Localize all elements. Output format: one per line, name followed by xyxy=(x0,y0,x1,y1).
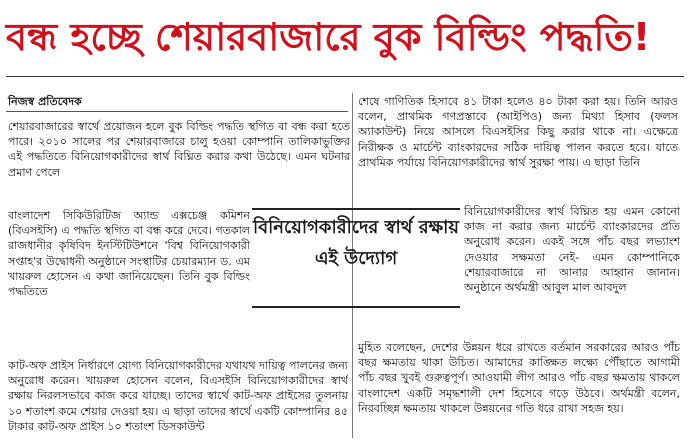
byline-rule xyxy=(6,111,348,112)
article-paragraph: কাট-অফ প্রাইস নির্ধারণে যোগ্য বিনিয়োগকারীদের যথাযথ দায়িত্ব পালনের জন্য অনুরোধ করেন। খায়রুল হোসেন বলেন, বিএসইসি বিনিয়োগকারীদের স্বার্থ রক্ষায় নিরলসভাবে কাজ করে যাচ্ছে। তাদের স্বার্থে কাট-অফ প্রাইসের তুলনায় ১০ শতাংশ কমে শেয়ার দেওয়া হয়। এ ছাড়া তাদের স্বার্থে একটি কোম্পানির ৪৫ টাকার কাট-অফ প্রাইস ১০ শতাংশ ডিসকাউন্ট xyxy=(8,359,348,433)
article-left-middle xyxy=(8,208,250,358)
article-right-top xyxy=(358,94,678,204)
article-right-bottom xyxy=(358,340,680,438)
headline-rule xyxy=(6,76,684,77)
pull-quote: বিনিয়োগকারীদের স্বার্থ রক্ষায় এই উদ্যোগ xyxy=(252,208,460,308)
article-paragraph: বিনিয়োগকারীদের স্বার্থ বিঘ্নিত হয় এমন কোনো কাজ না করার জন্য মার্চেন্ট ব্যাংকারদের প্রতি অনুরোধ করেন। একই সঙ্গে পাঁচ বছর লভ্যাংশ দেওয়ার সক্ষমতা নেই- এমন কোম্পানিকে শেয়ারবাজারে না আনার আহ্বান জানান। অনুষ্ঠানে অর্থমন্ত্রী আবুল মাল আবদুল xyxy=(464,205,680,295)
article-left-bottom xyxy=(8,358,348,438)
headline: বন্ধ হচ্ছে শেয়ারবাজারে বুক বিল্ডিং পদ্ধতি! xyxy=(6,15,651,59)
article-paragraph: শেয়ারবাজারের স্বার্থে প্রয়োজন হলে বুক বিল্ডিং পদ্ধতি স্থগিত বা বন্ধ করা হতে পারে। ২০১০ সালের পর শেয়ারবাজারে চালু হওয়া কোম্পানি তালিকাভুক্তির এই পদ্ধতিতে বিনিয়োগকারীদের স্বার্থ বিঘ্নিত করার কথা উঠেছে। এমন ঘটনার প্রমাণ পেলে xyxy=(8,120,350,179)
article-paragraph: শেষে গাণিতিক হিসাবে ৪১ টাকা হলেও ৪০ টাকা করা হয়। তিনি আরও বলেন, প্রাথমিক গণপ্রস্তাবে (আইপিও) জন্য মিথ্যা হিসাব (ফলস অ্যাকাউন্ট) নিয়ে আসলে বিএসইসির কিছু করার থাকে না। এক্ষেত্রে নিরীক্ষক ও মার্চেন্ট ব্যাংকারদের সঠিক দায়িত্ব পালন করতে হবে। যাতে প্রাথমিক পর্যায়ে বিনিয়োগকারীদের স্বার্থ সুরক্ষা পায়। এ ছাড়া তিনি xyxy=(358,95,678,169)
byline: নিজস্ব প্রতিবেদক xyxy=(8,95,82,108)
article-paragraph: বাংলাদেশ সিকিউরিটিজ অ্যান্ড এক্সচেঞ্জ কমিশন (বিএসইসি) এ পদ্ধতি স্থগিত বা বন্ধ করে দেবে। গতকাল রাজধানীর কৃষিবিদ ইনস্টিটিউশনে 'বিশ্ব বিনিয়োগকারী সপ্তাহ'র উদ্বোধনী অনুষ্ঠানে সংস্থাটির চেয়ারম্যান ড. এম খায়রুল হোসেন এ কথা জানিয়েছেন। তিনি বুক বিল্ডিং পদ্ধতিতে xyxy=(8,209,250,299)
article-paragraph: মুহিত বলেছেন, দেশের উন্নয়ন ধরে রাখতে বর্তমান সরকারের আরও পাঁচ বছর ক্ষমতায় থাকা উচিত। আমাদের কাঙ্ক্ষিত লক্ষ্যে পৌঁছাতে আগামী পাঁচ বছর খুবই গুরুত্বপূর্ণ। আওয়ামী লীগ আরও পাঁচ বছর ক্ষমতায় থাকলে বাংলাদেশ একটি সমৃদ্ধশালী দেশ হিসেবে গড়ে উঠবে। অর্থমন্ত্রী বলেন, নিরবচ্ছিন্ন ক্ষমতায় থাকলে উন্নয়নের গতি ধরে রাখা সহজ হয়। xyxy=(358,341,680,415)
article-left-top xyxy=(8,119,350,208)
article-right-middle xyxy=(464,204,680,340)
